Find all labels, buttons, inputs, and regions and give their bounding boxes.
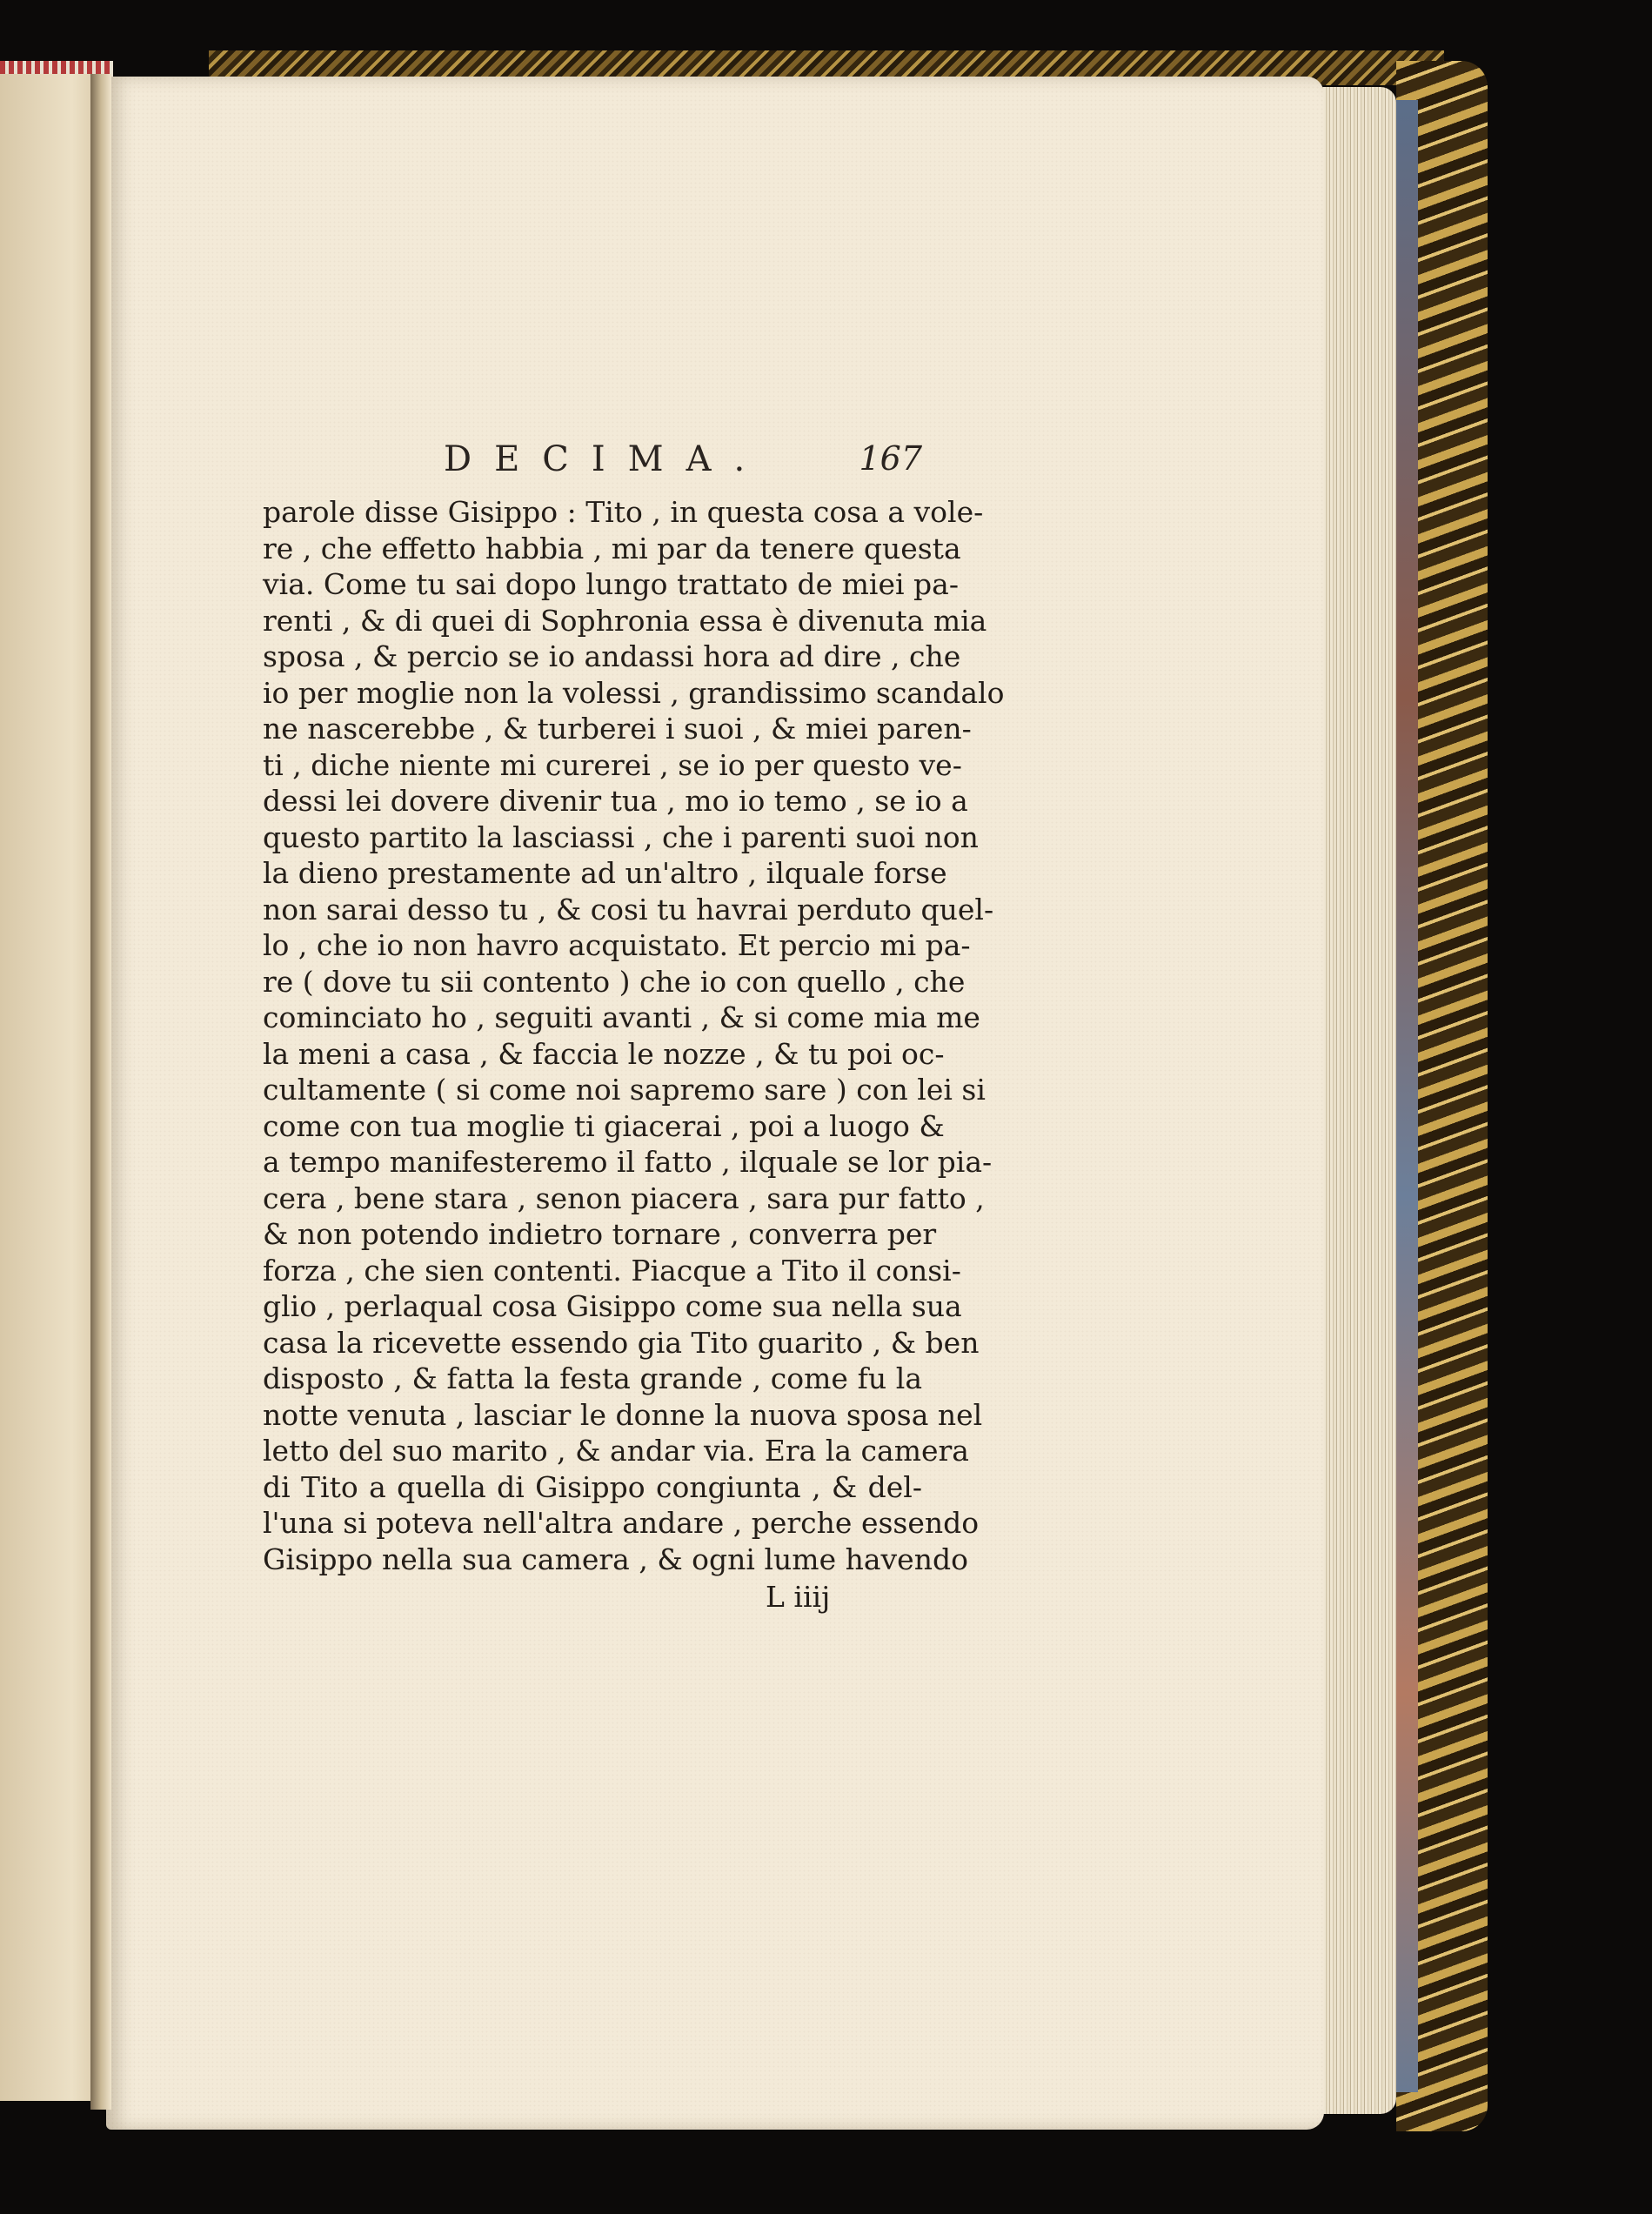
text-line: come con tua moglie ti giacerai , poi a luogo & [263, 1108, 945, 1143]
text-line: & non potendo indietro tornare , converra per [263, 1217, 937, 1251]
text-line: sposa , & percio se io andassi hora ad dire , che [263, 639, 961, 673]
text-line: io per moglie non la volessi , grandissimo scandalo [263, 675, 1005, 710]
page-header [261, 439, 922, 492]
text-line: ne nascerebbe , & turberei i suoi , & miei paren- [263, 712, 972, 746]
text-line: non sarai desso tu , & cosi tu havrai perduto quel- [263, 892, 994, 926]
body-text [263, 494, 1005, 1577]
text-line: a tempo manifesteremo il fatto , ilquale se lor pia- [263, 1145, 993, 1179]
text-line: dessi lei dovere divenir tua , mo io temo , se io a [263, 784, 968, 818]
text-line: casa la ricevette essendo gia Tito guarito , & ben [263, 1325, 980, 1360]
text-line: la meni a casa , & faccia le nozze , & tu poi oc- [263, 1036, 945, 1071]
text-line: lo , che io non havro acquistato. Et percio mi pa- [263, 928, 971, 962]
text-line: cultamente ( si come noi sapremo sare ) con lei si [263, 1073, 986, 1107]
text-line: letto del suo marito , & andar via. Era la camera [263, 1434, 969, 1468]
left-page [0, 74, 103, 2101]
book-gutter [90, 74, 111, 2110]
text-line: la dieno prestamente ad un'altro , ilquale forse [263, 856, 947, 890]
text-line: parole disse Gisippo : Tito , in questa cosa a vole- [263, 495, 984, 529]
text-line: ti , diche niente mi curerei , se io per questo ve- [263, 747, 962, 782]
text-line: di Tito a quella di Gisippo congiunta , & del- [263, 1469, 922, 1504]
text-line: notte venuta , lasciar le donne la nuova sposa nel [263, 1397, 983, 1432]
text-line: forza , che sien contenti. Piacque a Tito il consi- [263, 1253, 961, 1288]
signature-mark: L iiij [766, 1580, 831, 1614]
text-line: re , che effetto habbia , mi par da tenere questa [263, 531, 961, 565]
text-line: renti , & di quei di Sophronia essa è divenuta mia [263, 603, 987, 638]
running-head: DECIMA. [444, 439, 768, 479]
text-line: Gisippo nella sua camera , & ogni lume havendo [263, 1542, 968, 1576]
text-line: cera , bene stara , senon piacera , sara pur fatto , [263, 1181, 985, 1215]
text-line: questo partito la lasciassi , che i parenti suoi non [263, 819, 979, 854]
text-line: cominciato ho , seguiti avanti , & si come mia me [263, 1000, 980, 1034]
text-line: disposto , & fatta la festa grande , come fu la [263, 1361, 922, 1395]
text-line: l'una si poteva nell'altra andare , perche essendo [263, 1506, 980, 1540]
text-line: re ( dove tu sii contento ) che io con quello , che [263, 964, 966, 999]
page-number: 167 [859, 439, 922, 478]
text-line: via. Come tu sai dopo lungo trattato de miei pa- [263, 567, 959, 601]
text-line: glio , perlaqual cosa Gisippo come sua nella sua [263, 1289, 962, 1323]
